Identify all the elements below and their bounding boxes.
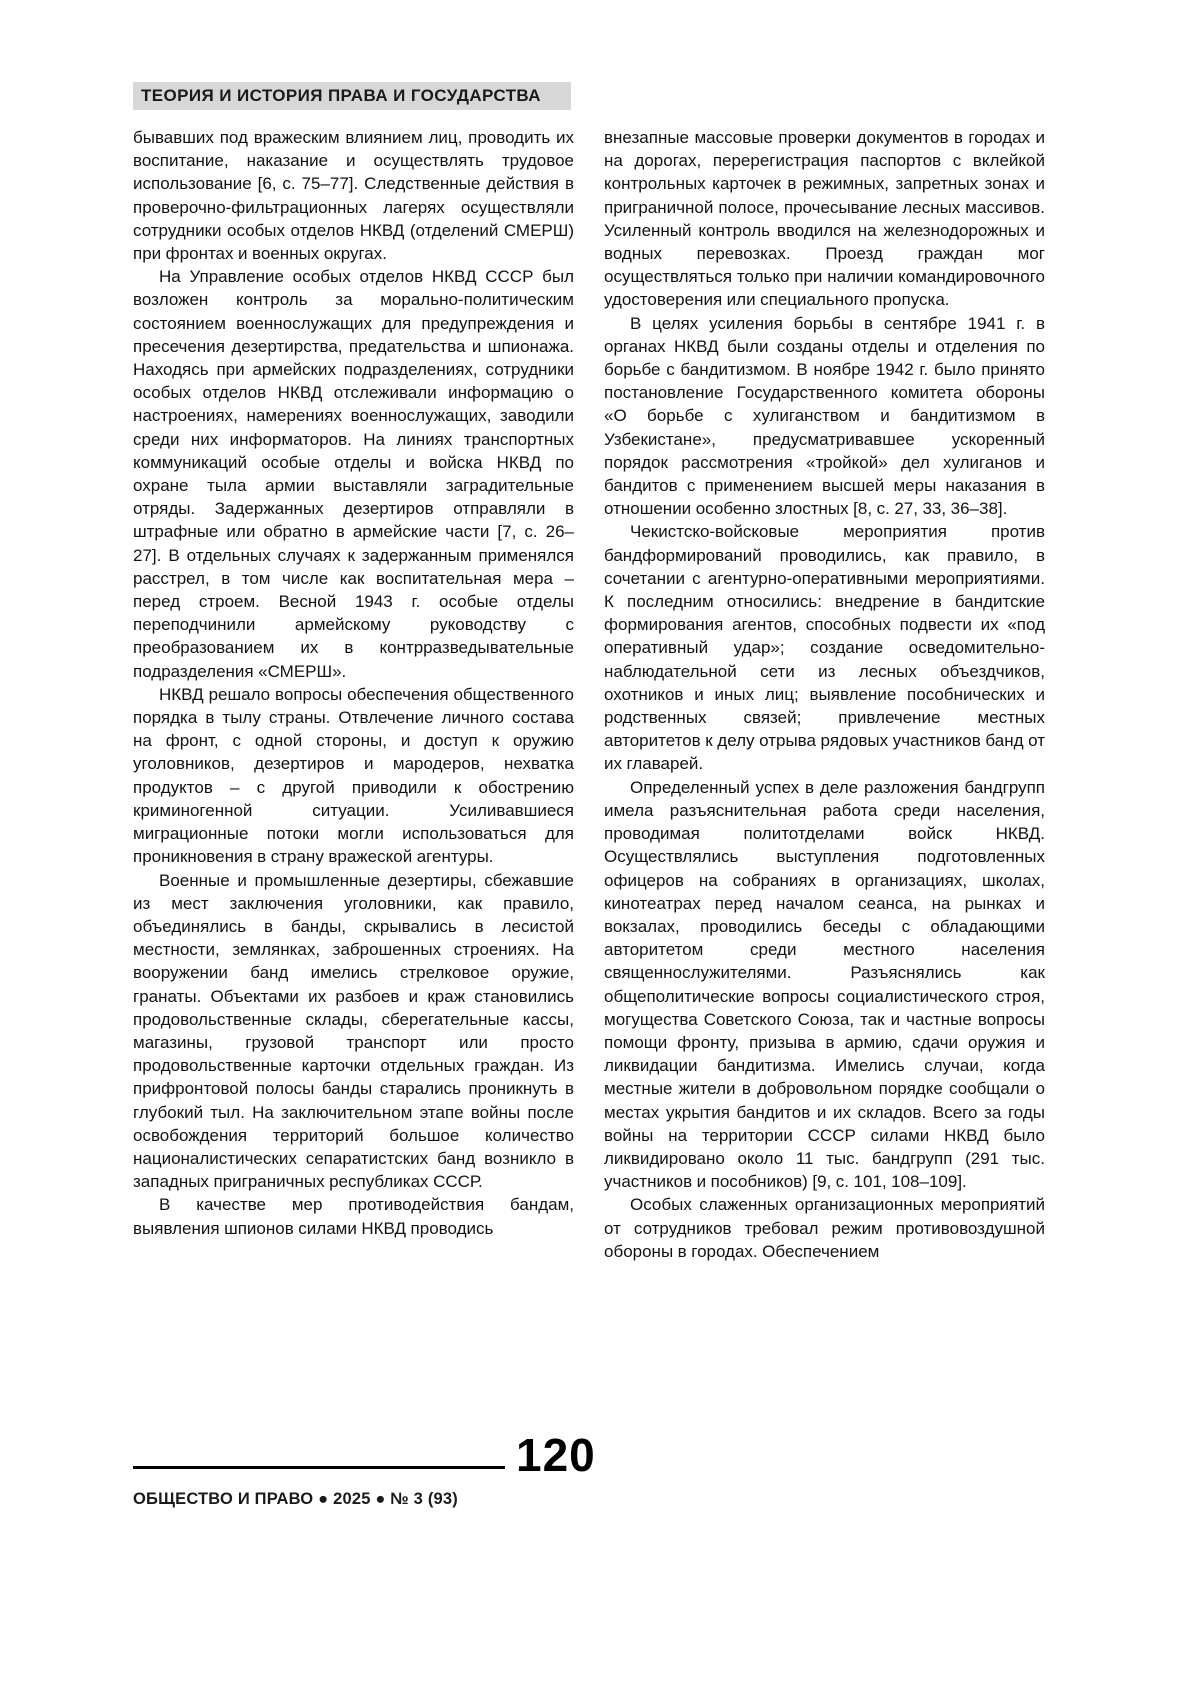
paragraph: Военные и промышленные дезертиры, сбежавшие из мест заключения уголовники, как правило, объединялись в банды, скрывались в лесистой местности, землянках, заброшенных строениях. На вооружении банд имелись стрелковое оружие, гранаты. Объектами их разбоев и краж становились продовольственные склады, сберегательные кассы, магазины, грузовой транспорт или просто продовольственные карточки отдельных граждан. Из прифронтовой полосы банды старались проникнуть в глубокий тыл. На заключительном этапе войны после освобождения территорий большое количество националистических сепаратистских банд возникло в западных приграничных республиках СССР. [133, 870, 574, 1192]
paragraph: бывавших под вражеским влиянием лиц, проводить их воспитание, наказание и осуществлять трудовое использование [6, с. 75–77]. Следственные действия в проверочно-фильтрационных лагерях осуществляли сотрудники особых отделов НКВД (отделений СМЕРШ) при фронтах и военных округах. [133, 128, 574, 264]
paragraph: На Управление особых отделов НКВД СССР был возложен контроль за морально-политическим состоянием военнослужащих для предупреждения и пресечения дезертирства, предательства и шпионажа. Находясь при армейских подразделениях, сотрудники особых отделов НКВД отслеживали информацию о настроениях, намерениях военнослужащих, заводили среди них информаторов. На линиях транспортных коммуникаций особые отделы и войска НКВД по охране тыла армии выставляли заградительные отряды. Задержанных дезертиров отправляли в штрафные или обратно в армейские части [7, с. 26–27]. В отдельных случаях к задержанным применялся расстрел, в том числе как воспитательная мера – перед строем. Весной 1943 г. особые отделы переподчинили армейскому руководству с преобразованием их в контрразведывательные подразделения «СМЕРШ». [133, 267, 574, 681]
paragraph: Особых слаженных организационных мероприятий от сотрудников требовал режим противовоздушной обороны в городах. Обеспечением [604, 1195, 1045, 1261]
journal-footer-line: ОБЩЕСТВО И ПРАВО ● 2025 ● № 3 (93) [133, 1490, 458, 1508]
section-title: ТЕОРИЯ И ИСТОРИЯ ПРАВА И ГОСУДАРСТВА [141, 86, 541, 105]
right-column [604, 126, 1045, 1263]
left-column [133, 126, 574, 1263]
paragraph: В целях усиления борьбы в сентябре 1941 г. в органах НКВД были созданы отделы и отделения по борьбе с бандитизмом. В ноябре 1942 г. было принято постановление Государственного комитета обороны «О борьбе с хулиганством и бандитизмом в Узбекистане», предусматривавшее ускоренный порядок рассмотрения «тройкой» дел хулиганов и бандитов с применением высшей меры наказания в отношении особенно злостных [8, с. 27, 33, 36–38]. [604, 313, 1045, 519]
paragraph: НКВД решало вопросы обеспечения общественного порядка в тылу страны. Отвлечение личного состава на фронт, с одной стороны, и доступ к оружию уголовников, дезертиров и мародеров, нехватка продуктов – с другой приводили к обострению криминогенной ситуации. Усиливавшиеся миграционные потоки могли использоваться для проникновения в страну вражеской агентуры. [133, 684, 574, 867]
article-body [133, 126, 1045, 1263]
paragraph: внезапные массовые проверки документов в городах и на дорогах, перерегистрация паспортов с вклейкой контрольных карточек в режимных, запретных зонах и приграничной полосе, прочесывание лесных массивов. Усиленный контроль вводился на железнодорожных и водных перевозках. Проезд граждан мог осуществляться только при наличии командировочного удостоверения или специального пропуска. [604, 128, 1045, 310]
page-number: 120 [516, 1429, 596, 1481]
paragraph: Чекистско-войсковые мероприятия против бандформирований проводились, как правило, в сочетании с агентурно-оперативными мероприятиями. К последним относились: внедрение в бандитские формирования агентов, способных подвести их «под оперативный удар»; создание осведомительно-наблюдательной сети из лесных объездчиков, охотников и иных лиц; выявление пособнических и родственных связей; привлечение местных авторитетов к делу отрыва рядовых участников банд от их главарей. [604, 522, 1045, 774]
section-header [133, 82, 571, 110]
paragraph: Определенный успех в деле разложения бандгрупп имела разъяснительная работа среди населения, проводимая политотделами войск НКВД. Осуществлялись выступления подготовленных офицеров на собраниях в организациях, школах, кинотеатрах перед началом сеанса, на рынках и вокзалах, проводились беседы с обладающими авторитетом среди местного населения священнослужителями. Разъяснялись как общеполитические вопросы социалистического строя, могущества Советского Союза, так и частные вопросы помощи фронту, призыва в армию, сдачи оружия и ликвидации бандитизма. Имелись случаи, когда местные жители в добровольном порядке сообщали о местах укрытия бандитов и их складов. Всего за годы войны на территории СССР силами НКВД было ликвидировано около 11 тыс. бандгрупп (291 тыс. участников и пособников) [9, с. 101, 108–109]. [604, 777, 1045, 1192]
paragraph: В качестве мер противодействия бандам, выявления шпионов силами НКВД проводись [133, 1195, 574, 1238]
footer-rule [133, 1466, 505, 1469]
